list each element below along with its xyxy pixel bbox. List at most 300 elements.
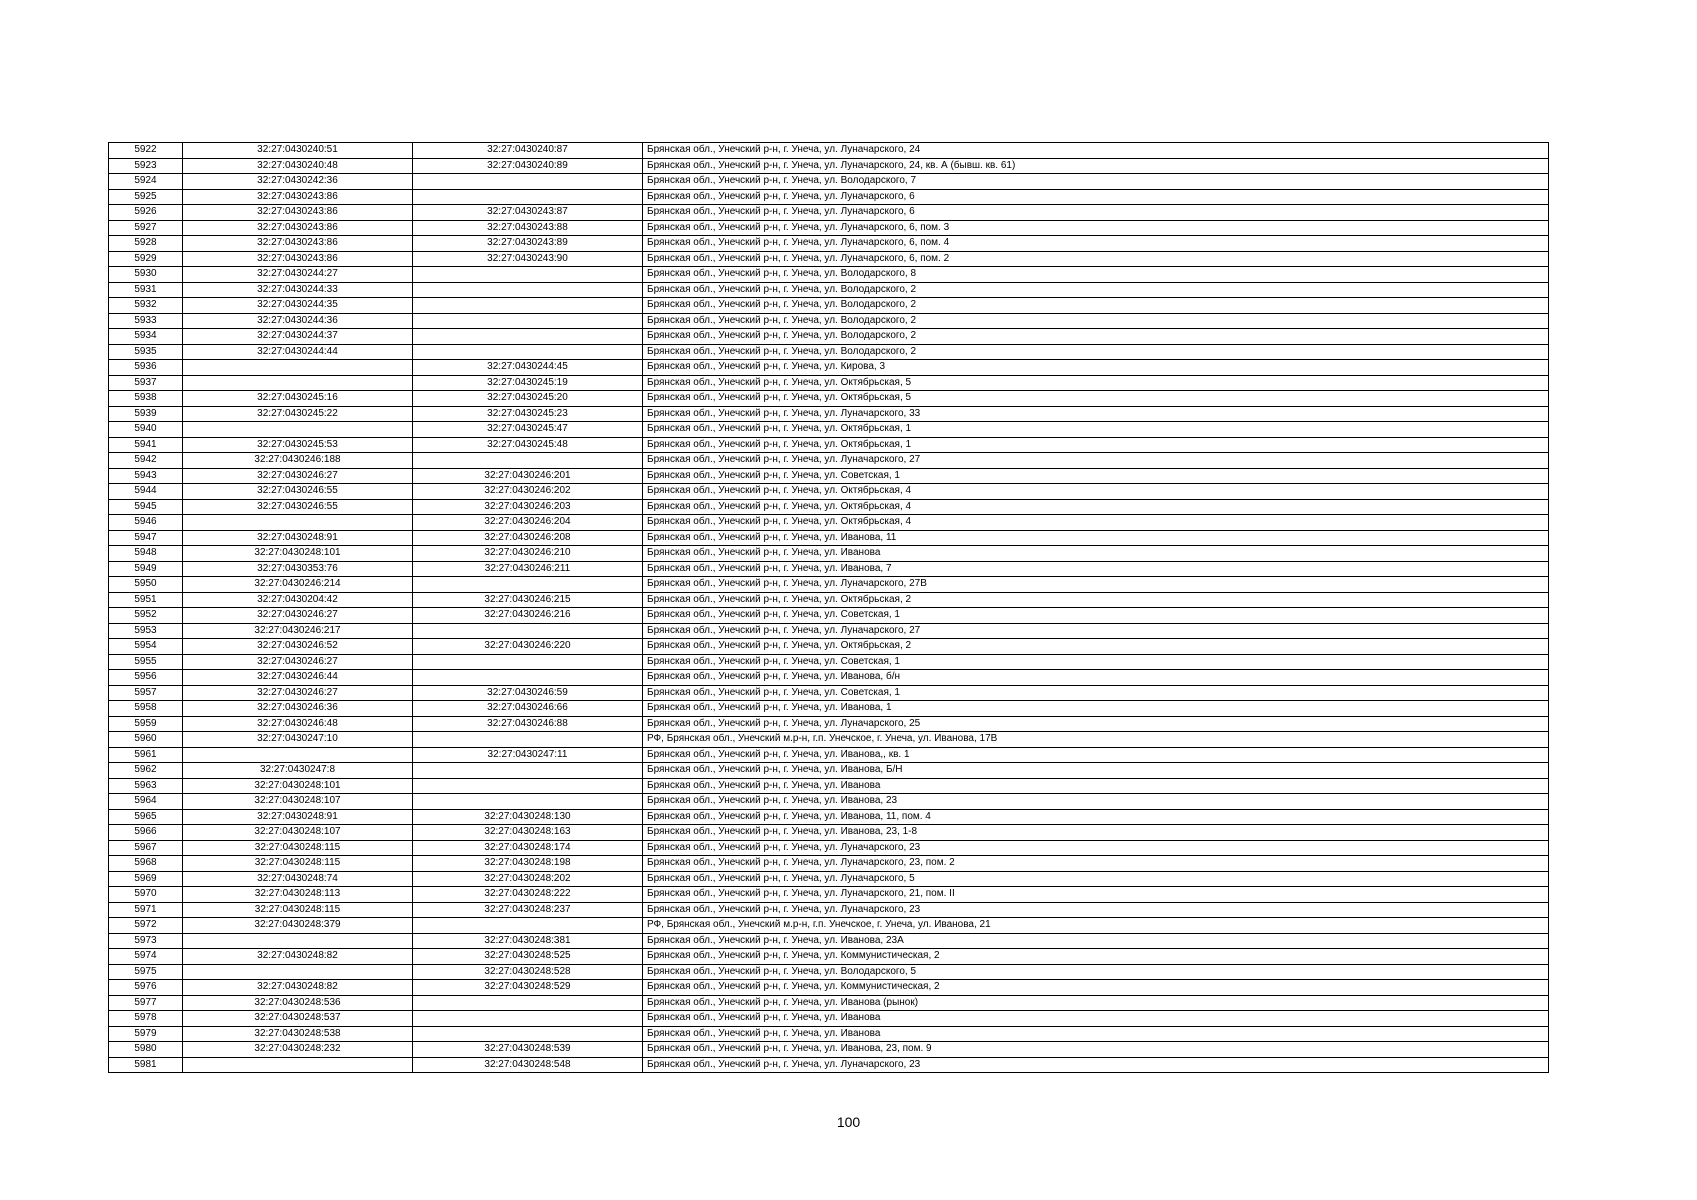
address-cell: Брянская обл., Унечский р-н, г. Унеча, ул. Иванова, 11, пом. 4	[643, 809, 1549, 825]
address-cell: Брянская обл., Унечский р-н, г. Унеча, ул. Иванова, 23, пом. 9	[643, 1042, 1549, 1058]
table-row	[109, 391, 1549, 407]
object-cadastral-number-cell	[413, 174, 643, 190]
table-row	[109, 484, 1549, 500]
cadastral-number-cell	[183, 422, 413, 438]
object-cadastral-number-cell: 32:27:0430248:198	[413, 856, 643, 872]
object-cadastral-number-cell	[413, 778, 643, 794]
address-cell: Брянская обл., Унечский р-н, г. Унеча, ул. Иванова,, кв. 1	[643, 747, 1549, 763]
object-cadastral-number-cell: 32:27:0430246:220	[413, 639, 643, 655]
row-number-cell: 5935	[109, 344, 183, 360]
cadastral-number-cell: 32:27:0430246:44	[183, 670, 413, 686]
row-number-cell: 5975	[109, 964, 183, 980]
row-number-cell: 5950	[109, 577, 183, 593]
table-row	[109, 747, 1549, 763]
address-cell: Брянская обл., Унечский р-н, г. Унеча, ул. Октябрьская, 2	[643, 592, 1549, 608]
cadastral-number-cell: 32:27:0430248:91	[183, 530, 413, 546]
table-row	[109, 267, 1549, 283]
object-cadastral-number-cell: 32:27:0430246:88	[413, 716, 643, 732]
cadastral-number-cell: 32:27:0430244:33	[183, 282, 413, 298]
cadastral-number-cell	[183, 933, 413, 949]
row-number-cell: 5933	[109, 313, 183, 329]
cadastral-number-cell: 32:27:0430243:86	[183, 189, 413, 205]
address-cell: Брянская обл., Унечский р-н, г. Унеча, ул. Луначарского, 6, пом. 4	[643, 236, 1549, 252]
row-number-cell: 5960	[109, 732, 183, 748]
table-row	[109, 778, 1549, 794]
row-number-cell: 5951	[109, 592, 183, 608]
row-number-cell: 5973	[109, 933, 183, 949]
table-row	[109, 468, 1549, 484]
table-row	[109, 515, 1549, 531]
address-cell: Брянская обл., Унечский р-н, г. Унеча, ул. Иванова, 7	[643, 561, 1549, 577]
table-row	[109, 298, 1549, 314]
table-row	[109, 933, 1549, 949]
address-cell: Брянская обл., Унечский р-н, г. Унеча, ул. Луначарского, 6	[643, 189, 1549, 205]
object-cadastral-number-cell: 32:27:0430245:47	[413, 422, 643, 438]
table-row	[109, 236, 1549, 252]
address-cell: Брянская обл., Унечский р-н, г. Унеча, ул. Советская, 1	[643, 685, 1549, 701]
row-number-cell: 5976	[109, 980, 183, 996]
row-number-cell: 5934	[109, 329, 183, 345]
row-number-cell: 5964	[109, 794, 183, 810]
registry-table-body	[109, 143, 1549, 1073]
object-cadastral-number-cell	[413, 995, 643, 1011]
row-number-cell: 5937	[109, 375, 183, 391]
cadastral-number-cell: 32:27:0430248:115	[183, 856, 413, 872]
table-row	[109, 546, 1549, 562]
table-row	[109, 158, 1549, 174]
table-row	[109, 887, 1549, 903]
table-row	[109, 763, 1549, 779]
table-row	[109, 902, 1549, 918]
table-row	[109, 732, 1549, 748]
cadastral-number-cell: 32:27:0430248:101	[183, 546, 413, 562]
cadastral-number-cell: 32:27:0430245:53	[183, 437, 413, 453]
row-number-cell: 5963	[109, 778, 183, 794]
address-cell: Брянская обл., Унечский р-н, г. Унеча, ул. Октябрьская, 4	[643, 484, 1549, 500]
address-cell: Брянская обл., Унечский р-н, г. Унеча, ул. Луначарского, 27	[643, 453, 1549, 469]
table-row	[109, 685, 1549, 701]
row-number-cell: 5979	[109, 1026, 183, 1042]
address-cell: Брянская обл., Унечский р-н, г. Унеча, ул. Октябрьская, 1	[643, 422, 1549, 438]
object-cadastral-number-cell: 32:27:0430246:59	[413, 685, 643, 701]
cadastral-number-cell: 32:27:0430243:86	[183, 251, 413, 267]
cadastral-number-cell: 32:27:0430247:8	[183, 763, 413, 779]
address-cell: Брянская обл., Унечский р-н, г. Унеча, ул. Луначарского, 23	[643, 1057, 1549, 1073]
object-cadastral-number-cell	[413, 918, 643, 934]
table-row	[109, 623, 1549, 639]
table-row	[109, 577, 1549, 593]
object-cadastral-number-cell: 32:27:0430248:539	[413, 1042, 643, 1058]
table-row	[109, 375, 1549, 391]
cadastral-number-cell: 32:27:0430248:538	[183, 1026, 413, 1042]
object-cadastral-number-cell: 32:27:0430247:11	[413, 747, 643, 763]
cadastral-number-cell: 32:27:0430243:86	[183, 205, 413, 221]
row-number-cell: 5967	[109, 840, 183, 856]
object-cadastral-number-cell: 32:27:0430248:528	[413, 964, 643, 980]
address-cell: Брянская обл., Унечский р-н, г. Унеча, ул. Советская, 1	[643, 468, 1549, 484]
cadastral-number-cell: 32:27:0430246:52	[183, 639, 413, 655]
cadastral-number-cell: 32:27:0430248:232	[183, 1042, 413, 1058]
row-number-cell: 5924	[109, 174, 183, 190]
address-cell: Брянская обл., Унечский р-н, г. Унеча, ул. Иванова, б/н	[643, 670, 1549, 686]
table-row	[109, 840, 1549, 856]
object-cadastral-number-cell: 32:27:0430248:548	[413, 1057, 643, 1073]
cadastral-number-cell: 32:27:0430246:217	[183, 623, 413, 639]
object-cadastral-number-cell: 32:27:0430248:529	[413, 980, 643, 996]
cadastral-number-cell: 32:27:0430248:91	[183, 809, 413, 825]
row-number-cell: 5949	[109, 561, 183, 577]
address-cell: Брянская обл., Унечский р-н, г. Унеча, ул. Володарского, 2	[643, 313, 1549, 329]
table-row	[109, 174, 1549, 190]
row-number-cell: 5931	[109, 282, 183, 298]
row-number-cell: 5922	[109, 143, 183, 159]
cadastral-number-cell: 32:27:0430244:36	[183, 313, 413, 329]
object-cadastral-number-cell: 32:27:0430248:202	[413, 871, 643, 887]
cadastral-number-cell: 32:27:0430248:379	[183, 918, 413, 934]
row-number-cell: 5965	[109, 809, 183, 825]
cadastral-number-cell: 32:27:0430248:537	[183, 1011, 413, 1027]
cadastral-number-cell: 32:27:0430242:36	[183, 174, 413, 190]
object-cadastral-number-cell	[413, 189, 643, 205]
table-row	[109, 794, 1549, 810]
cadastral-number-cell: 32:27:0430244:44	[183, 344, 413, 360]
table-row	[109, 1011, 1549, 1027]
registry-table	[108, 142, 1549, 1073]
address-cell: Брянская обл., Унечский р-н, г. Унеча, ул. Иванова, 1	[643, 701, 1549, 717]
cadastral-number-cell	[183, 515, 413, 531]
address-cell: Брянская обл., Унечский р-н, г. Унеча, ул. Володарского, 7	[643, 174, 1549, 190]
object-cadastral-number-cell	[413, 623, 643, 639]
row-number-cell: 5946	[109, 515, 183, 531]
row-number-cell: 5948	[109, 546, 183, 562]
table-row	[109, 825, 1549, 841]
table-row	[109, 964, 1549, 980]
row-number-cell: 5936	[109, 360, 183, 376]
table-row	[109, 809, 1549, 825]
cadastral-number-cell: 32:27:0430246:55	[183, 484, 413, 500]
table-row	[109, 670, 1549, 686]
table-row	[109, 949, 1549, 965]
object-cadastral-number-cell: 32:27:0430240:87	[413, 143, 643, 159]
table-row	[109, 701, 1549, 717]
address-cell: Брянская обл., Унечский р-н, г. Унеча, ул. Луначарского, 27В	[643, 577, 1549, 593]
object-cadastral-number-cell: 32:27:0430245:48	[413, 437, 643, 453]
row-number-cell: 5956	[109, 670, 183, 686]
table-row	[109, 220, 1549, 236]
address-cell: Брянская обл., Унечский р-н, г. Унеча, ул. Октябрьская, 2	[643, 639, 1549, 655]
cadastral-number-cell: 32:27:0430248:107	[183, 794, 413, 810]
object-cadastral-number-cell	[413, 313, 643, 329]
address-cell: Брянская обл., Унечский р-н, г. Унеча, ул. Володарского, 2	[643, 282, 1549, 298]
cadastral-number-cell: 32:27:0430246:27	[183, 608, 413, 624]
address-cell: Брянская обл., Унечский р-н, г. Унеча, ул. Луначарского, 23	[643, 840, 1549, 856]
object-cadastral-number-cell	[413, 670, 643, 686]
cadastral-number-cell: 32:27:0430248:101	[183, 778, 413, 794]
table-row	[109, 1057, 1549, 1073]
cadastral-number-cell: 32:27:0430245:22	[183, 406, 413, 422]
row-number-cell: 5958	[109, 701, 183, 717]
row-number-cell: 5925	[109, 189, 183, 205]
row-number-cell: 5942	[109, 453, 183, 469]
table-row	[109, 313, 1549, 329]
address-cell: РФ, Брянская обл., Унечский м.р-н, г.п. Унечское, г. Унеча, ул. Иванова, 17В	[643, 732, 1549, 748]
object-cadastral-number-cell: 32:27:0430245:23	[413, 406, 643, 422]
address-cell: Брянская обл., Унечский р-н, г. Унеча, ул. Луначарского, 21, пом. II	[643, 887, 1549, 903]
row-number-cell: 5945	[109, 499, 183, 515]
table-row	[109, 437, 1549, 453]
object-cadastral-number-cell	[413, 329, 643, 345]
table-row	[109, 453, 1549, 469]
address-cell: Брянская обл., Унечский р-н, г. Унеча, ул. Луначарского, 24	[643, 143, 1549, 159]
address-cell: Брянская обл., Унечский р-н, г. Унеча, ул. Коммунистическая, 2	[643, 980, 1549, 996]
row-number-cell: 5943	[109, 468, 183, 484]
table-row	[109, 189, 1549, 205]
table-row	[109, 251, 1549, 267]
table-row	[109, 499, 1549, 515]
object-cadastral-number-cell: 32:27:0430243:88	[413, 220, 643, 236]
cadastral-number-cell: 32:27:0430243:86	[183, 236, 413, 252]
object-cadastral-number-cell	[413, 654, 643, 670]
table-row	[109, 282, 1549, 298]
address-cell: Брянская обл., Унечский р-н, г. Унеча, ул. Советская, 1	[643, 608, 1549, 624]
address-cell: РФ, Брянская обл., Унечский м.р-н, г.п. Унечское, г. Унеча, ул. Иванова, 21	[643, 918, 1549, 934]
table-row	[109, 1026, 1549, 1042]
object-cadastral-number-cell: 32:27:0430245:19	[413, 375, 643, 391]
object-cadastral-number-cell	[413, 298, 643, 314]
cadastral-number-cell: 32:27:0430246:214	[183, 577, 413, 593]
object-cadastral-number-cell: 32:27:0430244:45	[413, 360, 643, 376]
cadastral-number-cell: 32:27:0430248:107	[183, 825, 413, 841]
cadastral-number-cell: 32:27:0430240:48	[183, 158, 413, 174]
address-cell: Брянская обл., Унечский р-н, г. Унеча, ул. Коммунистическая, 2	[643, 949, 1549, 965]
cadastral-number-cell: 32:27:0430246:27	[183, 468, 413, 484]
address-cell: Брянская обл., Унечский р-н, г. Унеча, ул. Иванова, 23	[643, 794, 1549, 810]
address-cell: Брянская обл., Унечский р-н, г. Унеча, ул. Октябрьская, 1	[643, 437, 1549, 453]
cadastral-number-cell	[183, 360, 413, 376]
address-cell: Брянская обл., Унечский р-н, г. Унеча, ул. Иванова	[643, 546, 1549, 562]
cadastral-number-cell: 32:27:0430240:51	[183, 143, 413, 159]
object-cadastral-number-cell: 32:27:0430248:174	[413, 840, 643, 856]
object-cadastral-number-cell	[413, 1011, 643, 1027]
address-cell: Брянская обл., Унечский р-н, г. Унеча, ул. Иванова, 11	[643, 530, 1549, 546]
address-cell: Брянская обл., Унечский р-н, г. Унеча, ул. Луначарского, 27	[643, 623, 1549, 639]
row-number-cell: 5947	[109, 530, 183, 546]
address-cell: Брянская обл., Унечский р-н, г. Унеча, ул. Луначарского, 6, пом. 2	[643, 251, 1549, 267]
cadastral-number-cell: 32:27:0430248:115	[183, 902, 413, 918]
cadastral-number-cell: 32:27:0430246:188	[183, 453, 413, 469]
object-cadastral-number-cell: 32:27:0430240:89	[413, 158, 643, 174]
row-number-cell: 5928	[109, 236, 183, 252]
row-number-cell: 5952	[109, 608, 183, 624]
object-cadastral-number-cell: 32:27:0430246:204	[413, 515, 643, 531]
row-number-cell: 5981	[109, 1057, 183, 1073]
cadastral-number-cell: 32:27:0430245:16	[183, 391, 413, 407]
row-number-cell: 5944	[109, 484, 183, 500]
row-number-cell: 5968	[109, 856, 183, 872]
row-number-cell: 5970	[109, 887, 183, 903]
object-cadastral-number-cell: 32:27:0430246:203	[413, 499, 643, 515]
table-row	[109, 329, 1549, 345]
table-row	[109, 608, 1549, 624]
cadastral-number-cell: 32:27:0430243:86	[183, 220, 413, 236]
object-cadastral-number-cell: 32:27:0430248:525	[413, 949, 643, 965]
cadastral-number-cell: 32:27:0430244:37	[183, 329, 413, 345]
table-row	[109, 143, 1549, 159]
object-cadastral-number-cell: 32:27:0430248:381	[413, 933, 643, 949]
cadastral-number-cell: 32:27:0430248:536	[183, 995, 413, 1011]
address-cell: Брянская обл., Унечский р-н, г. Унеча, ул. Октябрьская, 4	[643, 515, 1549, 531]
table-row	[109, 1042, 1549, 1058]
cadastral-number-cell: 32:27:0430246:27	[183, 685, 413, 701]
object-cadastral-number-cell	[413, 577, 643, 593]
object-cadastral-number-cell: 32:27:0430248:130	[413, 809, 643, 825]
row-number-cell: 5966	[109, 825, 183, 841]
object-cadastral-number-cell: 32:27:0430246:202	[413, 484, 643, 500]
object-cadastral-number-cell: 32:27:0430246:211	[413, 561, 643, 577]
cadastral-number-cell: 32:27:0430246:55	[183, 499, 413, 515]
object-cadastral-number-cell: 32:27:0430246:216	[413, 608, 643, 624]
object-cadastral-number-cell: 32:27:0430246:208	[413, 530, 643, 546]
table-row	[109, 995, 1549, 1011]
cadastral-number-cell: 32:27:0430244:27	[183, 267, 413, 283]
table-row	[109, 592, 1549, 608]
cadastral-number-cell: 32:27:0430246:36	[183, 701, 413, 717]
row-number-cell: 5923	[109, 158, 183, 174]
cadastral-number-cell	[183, 375, 413, 391]
row-number-cell: 5940	[109, 422, 183, 438]
object-cadastral-number-cell	[413, 763, 643, 779]
table-row	[109, 406, 1549, 422]
object-cadastral-number-cell: 32:27:0430243:87	[413, 205, 643, 221]
table-row	[109, 918, 1549, 934]
address-cell: Брянская обл., Унечский р-н, г. Унеча, ул. Луначарского, 33	[643, 406, 1549, 422]
object-cadastral-number-cell: 32:27:0430246:210	[413, 546, 643, 562]
cadastral-number-cell: 32:27:0430248:115	[183, 840, 413, 856]
address-cell: Брянская обл., Унечский р-н, г. Унеча, ул. Володарского, 2	[643, 329, 1549, 345]
address-cell: Брянская обл., Унечский р-н, г. Унеча, ул. Иванова (рынок)	[643, 995, 1549, 1011]
table-row	[109, 856, 1549, 872]
address-cell: Брянская обл., Унечский р-н, г. Унеча, ул. Октябрьская, 5	[643, 391, 1549, 407]
cadastral-number-cell: 32:27:0430246:48	[183, 716, 413, 732]
row-number-cell: 5962	[109, 763, 183, 779]
address-cell: Брянская обл., Унечский р-н, г. Унеча, ул. Володарского, 2	[643, 298, 1549, 314]
row-number-cell: 5972	[109, 918, 183, 934]
row-number-cell: 5938	[109, 391, 183, 407]
address-cell: Брянская обл., Унечский р-н, г. Унеча, ул. Луначарского, 23	[643, 902, 1549, 918]
object-cadastral-number-cell: 32:27:0430248:222	[413, 887, 643, 903]
cadastral-number-cell: 32:27:0430244:35	[183, 298, 413, 314]
address-cell: Брянская обл., Унечский р-н, г. Унеча, ул. Октябрьская, 4	[643, 499, 1549, 515]
object-cadastral-number-cell: 32:27:0430246:201	[413, 468, 643, 484]
cadastral-number-cell: 32:27:0430353:76	[183, 561, 413, 577]
table-row	[109, 871, 1549, 887]
address-cell: Брянская обл., Унечский р-н, г. Унеча, ул. Советская, 1	[643, 654, 1549, 670]
table-row	[109, 980, 1549, 996]
row-number-cell: 5955	[109, 654, 183, 670]
row-number-cell: 5930	[109, 267, 183, 283]
address-cell: Брянская обл., Унечский р-н, г. Унеча, ул. Иванова	[643, 1011, 1549, 1027]
row-number-cell: 5953	[109, 623, 183, 639]
cadastral-number-cell: 32:27:0430248:113	[183, 887, 413, 903]
row-number-cell: 5971	[109, 902, 183, 918]
address-cell: Брянская обл., Унечский р-н, г. Унеча, ул. Володарского, 2	[643, 344, 1549, 360]
address-cell: Брянская обл., Унечский р-н, г. Унеча, ул. Луначарского, 5	[643, 871, 1549, 887]
address-cell: Брянская обл., Унечский р-н, г. Унеча, ул. Володарского, 5	[643, 964, 1549, 980]
table-row	[109, 530, 1549, 546]
row-number-cell: 5932	[109, 298, 183, 314]
row-number-cell: 5954	[109, 639, 183, 655]
row-number-cell: 5977	[109, 995, 183, 1011]
object-cadastral-number-cell: 32:27:0430243:90	[413, 251, 643, 267]
object-cadastral-number-cell: 32:27:0430245:20	[413, 391, 643, 407]
table-row	[109, 360, 1549, 376]
table-row	[109, 422, 1549, 438]
table-row	[109, 654, 1549, 670]
address-cell: Брянская обл., Унечский р-н, г. Унеча, ул. Иванова, 23, 1-8	[643, 825, 1549, 841]
address-cell: Брянская обл., Унечский р-н, г. Унеча, ул. Кирова, 3	[643, 360, 1549, 376]
row-number-cell: 5961	[109, 747, 183, 763]
object-cadastral-number-cell: 32:27:0430243:89	[413, 236, 643, 252]
row-number-cell: 5929	[109, 251, 183, 267]
object-cadastral-number-cell	[413, 732, 643, 748]
row-number-cell: 5939	[109, 406, 183, 422]
object-cadastral-number-cell: 32:27:0430246:215	[413, 592, 643, 608]
address-cell: Брянская обл., Унечский р-н, г. Унеча, ул. Луначарского, 6	[643, 205, 1549, 221]
object-cadastral-number-cell	[413, 453, 643, 469]
object-cadastral-number-cell	[413, 1026, 643, 1042]
row-number-cell: 5978	[109, 1011, 183, 1027]
address-cell: Брянская обл., Унечский р-н, г. Унеча, ул. Иванова	[643, 778, 1549, 794]
object-cadastral-number-cell: 32:27:0430246:66	[413, 701, 643, 717]
address-cell: Брянская обл., Унечский р-н, г. Унеча, ул. Октябрьская, 5	[643, 375, 1549, 391]
page-number: 100	[836, 1114, 861, 1130]
row-number-cell: 5927	[109, 220, 183, 236]
cadastral-number-cell: 32:27:0430248:82	[183, 980, 413, 996]
address-cell: Брянская обл., Унечский р-н, г. Унеча, ул. Володарского, 8	[643, 267, 1549, 283]
address-cell: Брянская обл., Унечский р-н, г. Унеча, ул. Луначарского, 6, пом. 3	[643, 220, 1549, 236]
cadastral-number-cell: 32:27:0430248:82	[183, 949, 413, 965]
table-row	[109, 205, 1549, 221]
cadastral-number-cell: 32:27:0430248:74	[183, 871, 413, 887]
table-row	[109, 561, 1549, 577]
address-cell: Брянская обл., Унечский р-н, г. Унеча, ул. Луначарского, 25	[643, 716, 1549, 732]
table-row	[109, 639, 1549, 655]
address-cell: Брянская обл., Унечский р-н, г. Унеча, ул. Иванова, Б/Н	[643, 763, 1549, 779]
row-number-cell: 5980	[109, 1042, 183, 1058]
address-cell: Брянская обл., Унечский р-н, г. Унеча, ул. Иванова, 23А	[643, 933, 1549, 949]
row-number-cell: 5969	[109, 871, 183, 887]
object-cadastral-number-cell: 32:27:0430248:237	[413, 902, 643, 918]
object-cadastral-number-cell	[413, 794, 643, 810]
address-cell: Брянская обл., Унечский р-н, г. Унеча, ул. Иванова	[643, 1026, 1549, 1042]
row-number-cell: 5974	[109, 949, 183, 965]
object-cadastral-number-cell: 32:27:0430248:163	[413, 825, 643, 841]
cadastral-number-cell	[183, 964, 413, 980]
address-cell: Брянская обл., Унечский р-н, г. Унеча, ул. Луначарского, 23, пом. 2	[643, 856, 1549, 872]
cadastral-number-cell: 32:27:0430247:10	[183, 732, 413, 748]
cadastral-number-cell: 32:27:0430246:27	[183, 654, 413, 670]
table-row	[109, 344, 1549, 360]
row-number-cell: 5959	[109, 716, 183, 732]
row-number-cell: 5926	[109, 205, 183, 221]
cadastral-number-cell	[183, 1057, 413, 1073]
cadastral-number-cell	[183, 747, 413, 763]
row-number-cell: 5941	[109, 437, 183, 453]
cadastral-number-cell: 32:27:0430204:42	[183, 592, 413, 608]
address-cell: Брянская обл., Унечский р-н, г. Унеча, ул. Луначарского, 24, кв. А (бывш. кв. 61)	[643, 158, 1549, 174]
object-cadastral-number-cell	[413, 344, 643, 360]
row-number-cell: 5957	[109, 685, 183, 701]
